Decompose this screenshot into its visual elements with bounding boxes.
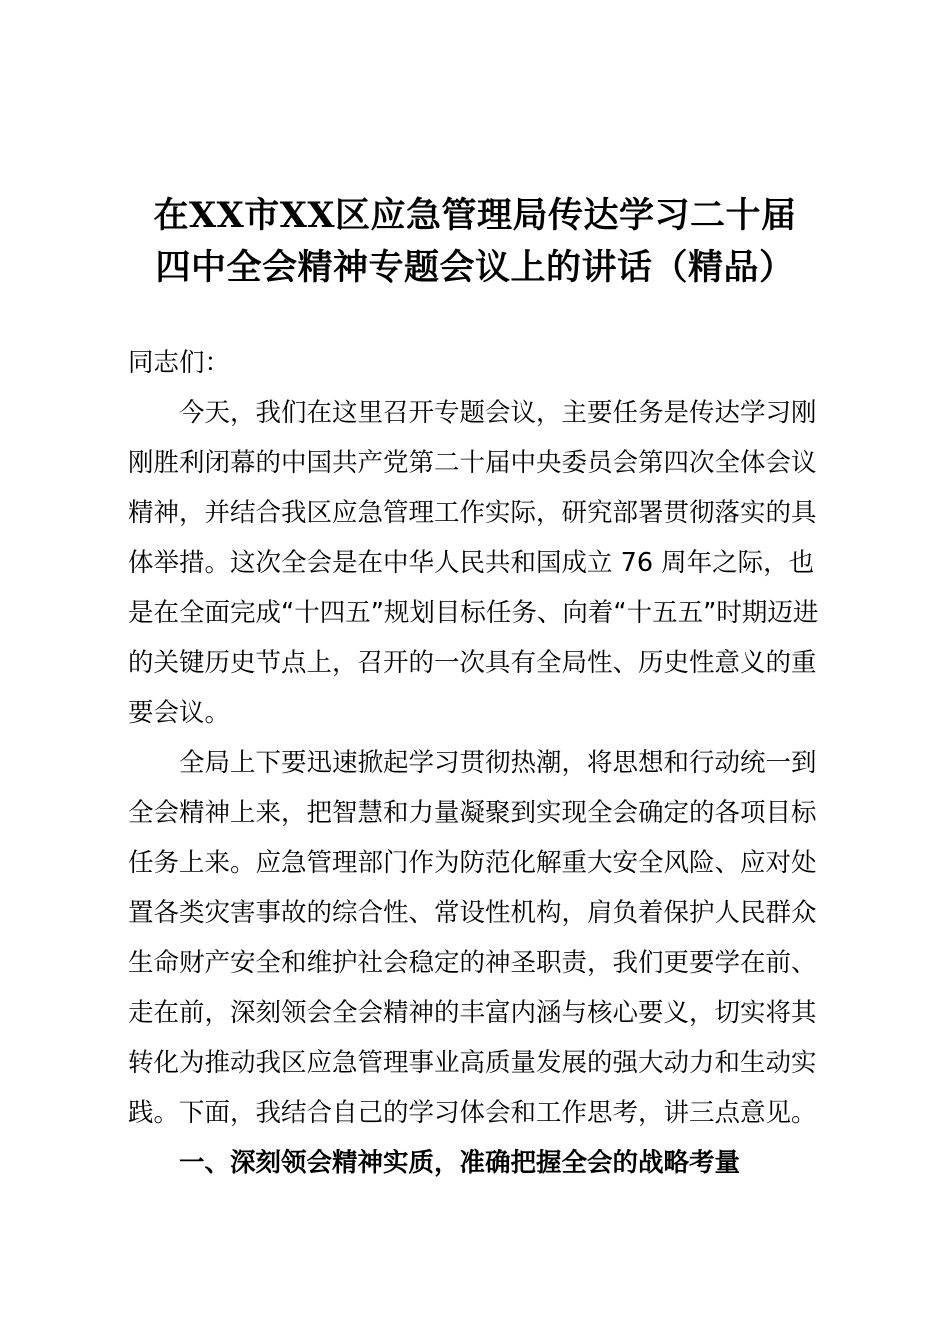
paragraph	[128, 738, 828, 1138]
paragraph-line: 要会议。	[128, 698, 231, 728]
paragraph-line: 全局上下要迅速掀起学习贯彻热潮，将思想和行动统一到	[179, 748, 817, 778]
salutation: 同志们：	[128, 348, 231, 378]
paragraph-line: 体举措。这次全会是在中华人民共和国成立 76 周年之际，也	[128, 548, 815, 578]
paragraph-line: 今天，我们在这里召开专题会议，主要任务是传达学习刚	[179, 398, 817, 428]
paragraph	[128, 388, 828, 738]
paragraph-line: 置各类灾害事故的综合性、常设性机构，肩负着保护人民群众	[128, 898, 817, 928]
paragraph-line: 精神，并结合我区应急管理工作实际，研究部署贯彻落实的具	[128, 498, 817, 528]
document-body	[128, 338, 828, 1188]
document-title	[0, 190, 950, 294]
title-line: 在XX市XX区应急管理局传达学习二十届	[153, 195, 797, 236]
paragraph-line: 走在前，深刻领会全会精神的丰富内涵与核心要义，切实将其	[128, 998, 817, 1028]
paragraph-line: 是在全面完成“十四五”规划目标任务、向着“十五五”时期迈进	[128, 598, 819, 628]
paragraph-line: 刚胜利闭幕的中国共产党第二十届中央委员会第四次全体会议	[128, 448, 817, 478]
section-heading: 一、深刻领会精神实质，准确把握全会的战略考量	[179, 1148, 741, 1178]
paragraph-line: 的关键历史节点上，召开的一次具有全局性、历史性意义的重	[128, 648, 817, 678]
paragraph-line: 生命财产安全和维护社会稳定的神圣职责，我们更要学在前、	[128, 948, 817, 978]
paragraph-line: 全会精神上来，把智慧和力量凝聚到实现全会确定的各项目标	[128, 798, 817, 828]
title-line: 四中全会精神专题会议上的讲话（精品）	[155, 247, 795, 288]
paragraph-line: 任务上来。应急管理部门作为防范化解重大安全风险、应对处	[128, 848, 817, 878]
paragraph-line: 践。下面，我结合自己的学习体会和工作思考，讲三点意见。	[128, 1098, 817, 1128]
paragraph-line: 转化为推动我区应急管理事业高质量发展的强大动力和生动实	[128, 1048, 817, 1078]
